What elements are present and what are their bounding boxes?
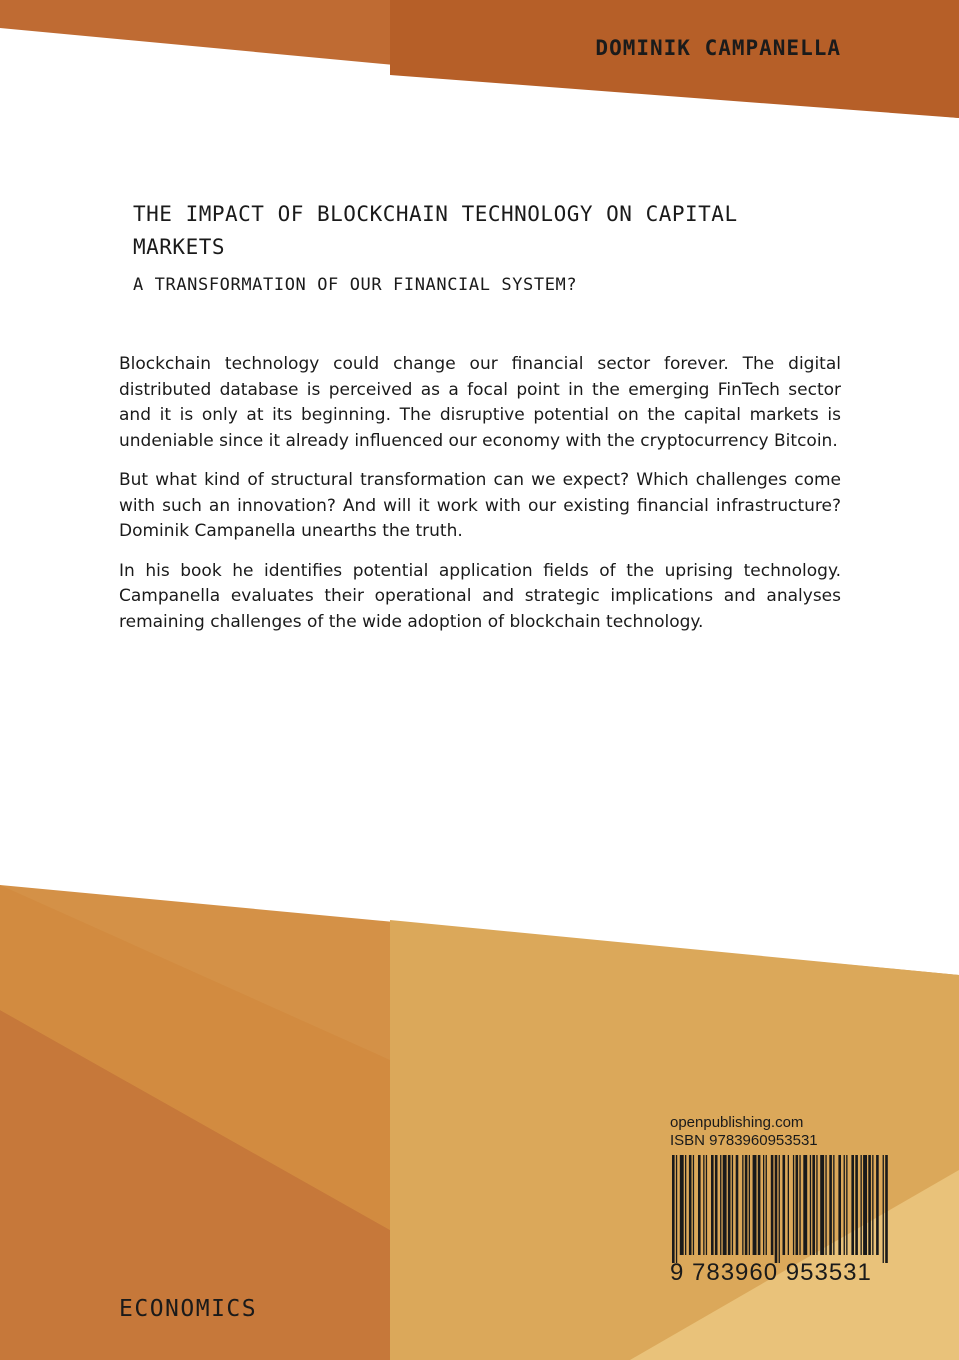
isbn-text: ISBN 9783960953531 bbox=[670, 1132, 818, 1149]
barcode-bar bbox=[693, 1155, 694, 1255]
barcode-bar bbox=[676, 1155, 677, 1263]
barcode-bar bbox=[732, 1155, 733, 1255]
barcode-bar bbox=[851, 1155, 854, 1255]
barcode-bar bbox=[799, 1155, 800, 1255]
barcode-bar bbox=[829, 1155, 832, 1255]
barcode-bar bbox=[698, 1155, 701, 1255]
barcode-bar bbox=[825, 1155, 826, 1255]
barcode-bar bbox=[736, 1155, 739, 1255]
barcode-bar bbox=[703, 1155, 704, 1255]
barcode-bar bbox=[820, 1155, 824, 1255]
barcode-bar bbox=[763, 1155, 764, 1255]
barcode-bar bbox=[803, 1155, 807, 1255]
barcode-bar bbox=[783, 1155, 786, 1255]
barcode-bar bbox=[844, 1155, 845, 1255]
blurb-paragraph: Blockchain technology could change our financial sector forever. The digital distributed database is perceived as a focal point in the emerging FinTech sector and it is only at its beginning. The disruptive potential on the capital markets is undeniable since it already influenced our economy with the cryptocurrency Bitcoin. bbox=[119, 354, 841, 451]
barcode-bar bbox=[766, 1155, 767, 1255]
barcode-bar bbox=[720, 1155, 721, 1255]
barcode-bar bbox=[672, 1155, 675, 1263]
barcode-bar bbox=[685, 1155, 686, 1255]
barcode-number: 9 783960 953531 bbox=[670, 1259, 872, 1286]
barcode-bar bbox=[810, 1155, 811, 1255]
barcode-bar bbox=[872, 1155, 873, 1255]
blurb-paragraph: But what kind of structural transformation can we expect? Which challenges come with such an innovation? And will it work with our existing financial infrastructure? Dominik Campanella unearths the truth. bbox=[119, 470, 841, 541]
barcode-bar bbox=[838, 1155, 841, 1255]
barcode-bar bbox=[753, 1155, 757, 1255]
barcode-bar bbox=[742, 1155, 743, 1255]
blurb-paragraph: In his book he identifies potential application fields of the uprising technology. Campanella evaluates their operational and strategic implications and analyses remaining challenges of the wide adoption of blockchain technology. bbox=[119, 560, 841, 632]
publisher-info bbox=[670, 1114, 818, 1150]
barcode-bar bbox=[855, 1155, 858, 1255]
barcode-bar bbox=[833, 1155, 834, 1255]
barcode-bar bbox=[749, 1155, 750, 1255]
barcode-bar bbox=[796, 1155, 799, 1255]
barcode-bar bbox=[715, 1155, 718, 1255]
publisher-website: openpublishing.com bbox=[670, 1114, 804, 1131]
barcode-bar bbox=[861, 1155, 862, 1255]
barcode-bar bbox=[689, 1155, 692, 1255]
barcode-bar bbox=[846, 1155, 847, 1255]
blurb bbox=[119, 352, 841, 649]
barcode-bar bbox=[745, 1155, 748, 1255]
barcode-bar bbox=[723, 1155, 727, 1255]
barcode-bar bbox=[868, 1155, 871, 1255]
barcode-bars bbox=[670, 1155, 890, 1263]
barcode-bar bbox=[793, 1155, 794, 1255]
barcode-bar bbox=[883, 1155, 884, 1263]
barcode-bar bbox=[706, 1155, 707, 1255]
barcode-bar bbox=[885, 1155, 888, 1263]
barcode-bar bbox=[788, 1155, 789, 1255]
barcode-bar bbox=[771, 1155, 774, 1255]
barcode-bar bbox=[775, 1155, 778, 1263]
barcode-bar bbox=[816, 1155, 817, 1255]
barcode-bar bbox=[876, 1155, 879, 1255]
author-name: DOMINIK CAMPANELLA bbox=[595, 36, 841, 60]
barcode-bar bbox=[728, 1155, 731, 1255]
barcode-bar bbox=[863, 1155, 867, 1255]
barcode-bar bbox=[779, 1155, 780, 1263]
book-subtitle: A TRANSFORMATION OF OUR FINANCIAL SYSTEM? bbox=[133, 275, 578, 295]
category-label: ECONOMICS bbox=[119, 1296, 258, 1322]
barcode bbox=[670, 1155, 890, 1290]
barcode-bar bbox=[711, 1155, 714, 1255]
barcode-bar bbox=[758, 1155, 761, 1255]
book-title: THE IMPACT OF BLOCKCHAIN TECHNOLOGY ON CAPITAL MARKETS bbox=[133, 202, 738, 259]
barcode-bar bbox=[680, 1155, 684, 1255]
barcode-bar bbox=[812, 1155, 815, 1255]
